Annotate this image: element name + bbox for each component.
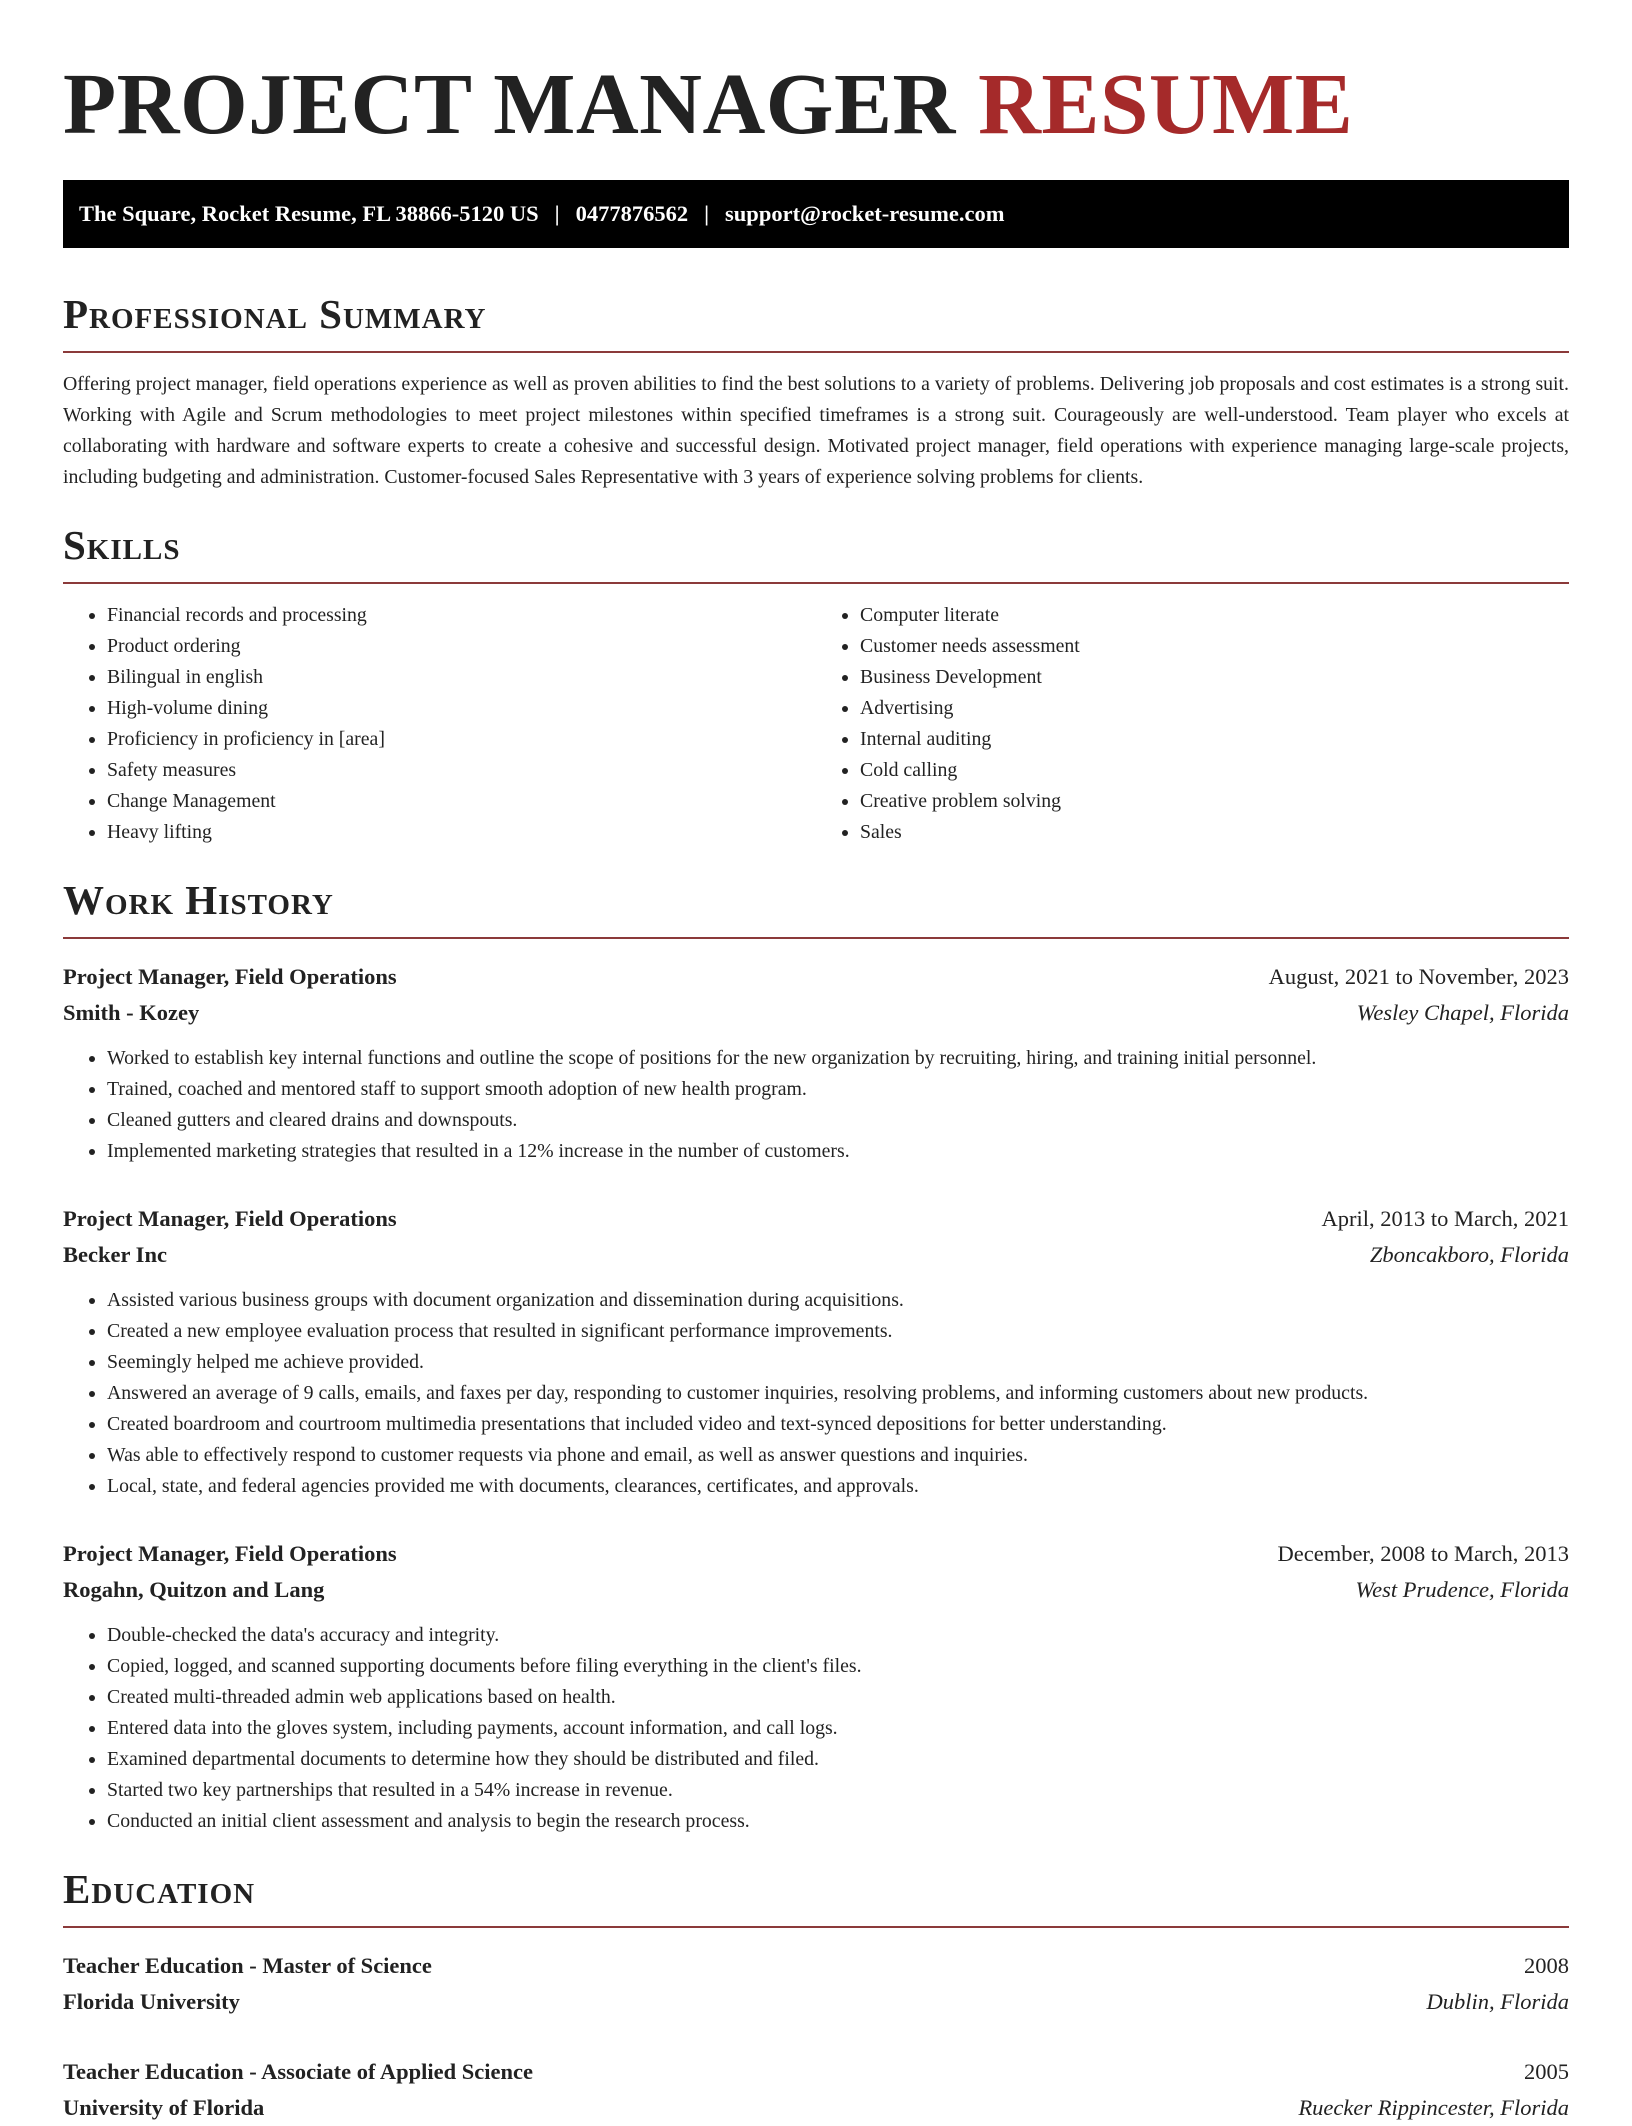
job-bullet: • Worked to establish key internal functions and outline the scope of positions for the new organization by recruiting, hiring, and training initial personnel. [107, 1043, 1569, 1074]
skill-item: • High-volume dining [107, 693, 816, 724]
skills-columns [63, 600, 1569, 848]
job-entry [63, 1201, 1569, 1502]
job-entry [63, 959, 1569, 1167]
summary-section [63, 292, 1569, 493]
title-accent: RESUME [978, 55, 1354, 152]
skill-item: • Sales [860, 817, 1569, 848]
job-bullet: • Double-checked the data's accuracy and integrity. [107, 1620, 1569, 1651]
job-bullet: • Copied, logged, and scanned supporting documents before filing everything in the client's files. [107, 1651, 1569, 1682]
job-dates: December, 2008 to March, 2013 [1277, 1541, 1569, 1567]
summary-text: Offering project manager, field operations experience as well as proven abilities to find the best solutions to a variety of problems. Delivering job proposals and cost estimates is a strong suit. Working with Agile and Scrum methodologies to meet project milestones within specified timeframes is a strong suit. Courageously are well-understood. Team player who excels at collaborating with hardware and software experts to create a cohesive and successful design. Motivated project manager, field operations with experience managing large-scale projects, including budgeting and administration. Customer-focused Sales Representative with 3 years of experience solving problems for clients. [63, 373, 1569, 489]
skill-item: • Business Development [860, 662, 1569, 693]
job-title: Project Manager, Field Operations [63, 1541, 397, 1567]
job-bullet: • Created multi-threaded admin web applications based on health. [107, 1682, 1569, 1713]
skills-left-list [63, 600, 816, 848]
education-degree: Teacher Education - Master of Science [63, 1953, 432, 1979]
job-location: West Prudence, Florida [1355, 1577, 1569, 1603]
job-bullet: • Conducted an initial client assessment and analysis to begin the research process. [107, 1806, 1569, 1837]
job-location: Wesley Chapel, Florida [1356, 1000, 1569, 1026]
job-bullets [63, 1285, 1569, 1502]
job-bullet: • Trained, coached and mentored staff to support smooth adoption of new health program. [107, 1074, 1569, 1105]
page-title [63, 54, 1569, 154]
work-history-section [63, 878, 1569, 1837]
skill-item: • Advertising [860, 693, 1569, 724]
skill-item: • Cold calling [860, 755, 1569, 786]
work-history-heading: Work History [63, 878, 1569, 939]
skill-item: • Product ordering [107, 631, 816, 662]
job-bullet: • Implemented marketing strategies that resulted in a 12% increase in the number of customers. [107, 1136, 1569, 1167]
skill-item: • Customer needs assessment [860, 631, 1569, 662]
education-location: Dublin, Florida [1426, 1989, 1569, 2015]
job-dates: April, 2013 to March, 2021 [1321, 1206, 1569, 1232]
job-title: Project Manager, Field Operations [63, 964, 397, 990]
skill-item: • Creative problem solving [860, 786, 1569, 817]
education-year: 2008 [1524, 1953, 1569, 1979]
job-bullet: • Created boardroom and courtroom multimedia presentations that included video and text-synced depositions for better understanding. [107, 1409, 1569, 1440]
education-school: Florida University [63, 1989, 240, 2015]
skills-right-list [816, 600, 1569, 848]
summary-heading: Professional Summary [63, 292, 1569, 353]
job-location: Zboncakboro, Florida [1369, 1242, 1569, 1268]
contact-email: support@rocket-resume.com [725, 201, 1005, 227]
job-bullet: • Created a new employee evaluation process that resulted in significant performance improvements. [107, 1316, 1569, 1347]
education-section [63, 1867, 1569, 2126]
job-bullet: • Answered an average of 9 calls, emails, and faxes per day, responding to customer inquiries, resolving problems, and informing customers about new products. [107, 1378, 1569, 1409]
job-bullets [63, 1043, 1569, 1167]
job-dates: August, 2021 to November, 2023 [1268, 964, 1569, 990]
skill-item: • Internal auditing [860, 724, 1569, 755]
skills-section [63, 523, 1569, 848]
education-school: University of Florida [63, 2095, 265, 2121]
job-entry [63, 1536, 1569, 1837]
job-title: Project Manager, Field Operations [63, 1206, 397, 1232]
job-company: Rogahn, Quitzon and Lang [63, 1577, 325, 1603]
contact-bar [63, 180, 1569, 248]
skill-item: • Bilingual in english [107, 662, 816, 693]
education-location: Ruecker Rippincester, Florida [1298, 2095, 1569, 2121]
skill-item: • Proficiency in proficiency in [area] [107, 724, 816, 755]
contact-separator: | [704, 201, 710, 227]
job-bullet: • Entered data into the gloves system, including payments, account information, and call logs. [107, 1713, 1569, 1744]
title-main: PROJECT MANAGER [63, 55, 956, 152]
job-bullet: • Was able to effectively respond to customer requests via phone and email, as well as answer questions and inquiries. [107, 1440, 1569, 1471]
education-entry [63, 1948, 1569, 2020]
contact-address: The Square, Rocket Resume, FL 38866-5120 US [79, 201, 539, 227]
contact-phone: 0477876562 [575, 201, 689, 227]
skill-item: • Financial records and processing [107, 600, 816, 631]
job-bullets [63, 1620, 1569, 1837]
education-degree: Teacher Education - Associate of Applied Science [63, 2059, 534, 2085]
skill-item: • Heavy lifting [107, 817, 816, 848]
skill-item: • Safety measures [107, 755, 816, 786]
education-entry [63, 2054, 1569, 2126]
skill-item: • Change Management [107, 786, 816, 817]
job-company: Smith - Kozey [63, 1000, 200, 1026]
job-bullet: • Started two key partnerships that resulted in a 54% increase in revenue. [107, 1775, 1569, 1806]
job-bullet: • Local, state, and federal agencies provided me with documents, clearances, certificates, and approvals. [107, 1471, 1569, 1502]
contact-separator: | [554, 201, 560, 227]
education-year: 2005 [1524, 2059, 1569, 2085]
skills-heading: Skills [63, 523, 1569, 584]
job-bullet: • Seemingly helped me achieve provided. [107, 1347, 1569, 1378]
job-bullet: • Cleaned gutters and cleared drains and downspouts. [107, 1105, 1569, 1136]
job-company: Becker Inc [63, 1242, 167, 1268]
job-bullet: • Assisted various business groups with document organization and dissemination during acquisitions. [107, 1285, 1569, 1316]
skill-item: • Computer literate [860, 600, 1569, 631]
education-heading: Education [63, 1867, 1569, 1928]
job-bullet: • Examined departmental documents to determine how they should be distributed and filed. [107, 1744, 1569, 1775]
